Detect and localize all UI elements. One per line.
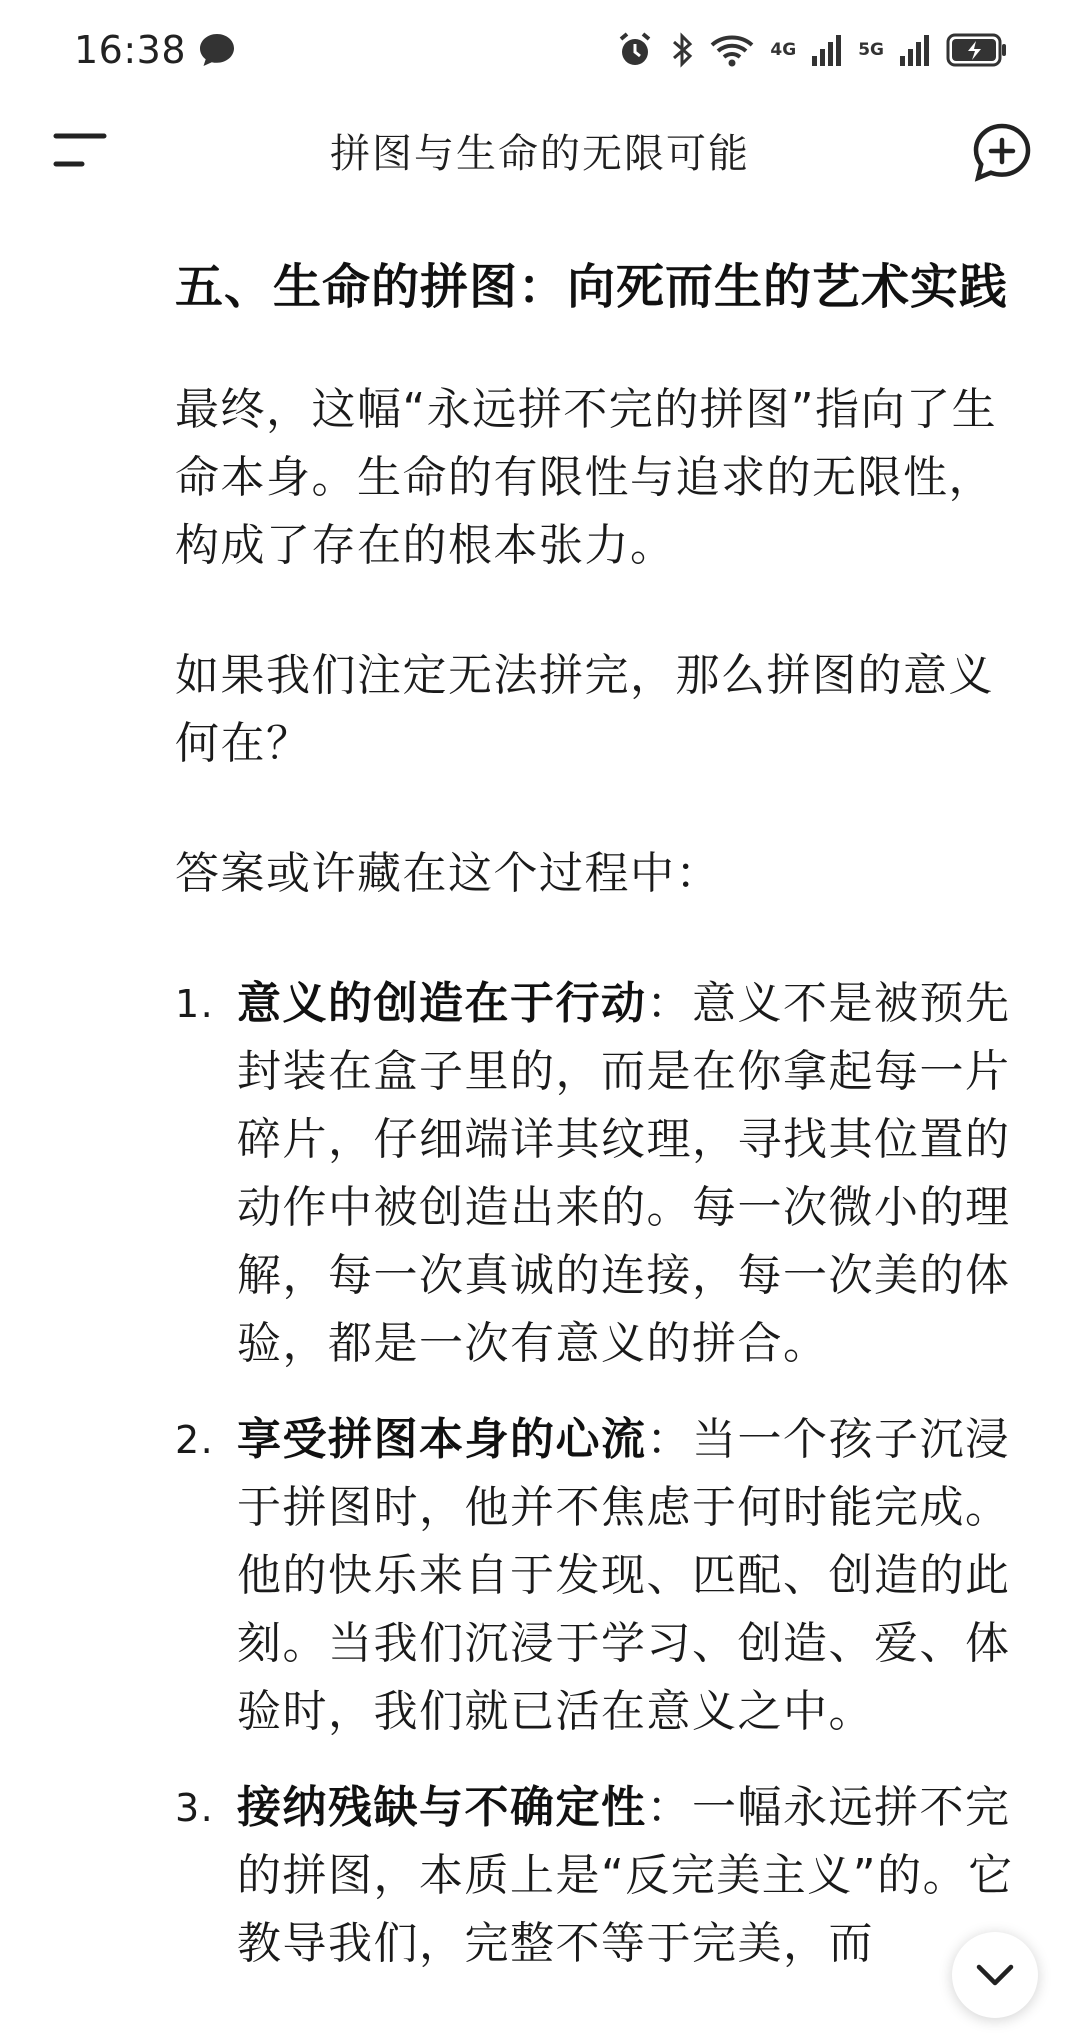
alarm-icon: [616, 31, 654, 69]
battery-charging-icon: [946, 33, 1008, 67]
paragraph: 最终，这幅“永远拼不完的拼图”指向了生命本身。生命的有限性与追求的无限性，构成了存在的根本张力。: [175, 384, 998, 571]
list-number: 3.: [175, 1786, 215, 1830]
list-item: [175, 1774, 1035, 1978]
list-item-title: 接纳残缺与不确定性: [237, 1782, 647, 1833]
bluetooth-icon: [670, 32, 694, 68]
list-number: 1.: [175, 982, 215, 1026]
signal-icon: [900, 34, 930, 66]
status-bar: [0, 0, 1080, 100]
chevron-down-icon: [975, 1963, 1015, 1987]
network-type-2: 5G: [858, 39, 884, 60]
new-chat-button[interactable]: [972, 122, 1032, 182]
paragraph: 如果我们注定无法拼完，那么拼图的意义何在？: [175, 650, 994, 769]
network-type-1: 4G: [770, 39, 797, 60]
list-item: [175, 970, 1035, 1378]
signal-icon: [812, 34, 842, 66]
status-right: [616, 31, 1008, 69]
new-chat-icon: [972, 122, 1032, 182]
list-number: 2.: [175, 1418, 215, 1462]
clock: 16:38: [74, 28, 187, 72]
page-title: 拼图与生命的无限可能: [330, 130, 750, 177]
list-item-title: 享受拼图本身的心流: [237, 1414, 647, 1465]
menu-button[interactable]: [52, 130, 108, 170]
top-app-bar: [0, 100, 1080, 200]
list-item: [175, 1406, 1035, 1746]
paragraph: 答案或许藏在这个过程中：: [175, 848, 721, 899]
list-item-text: ：当一个孩子沉浸于拼图时，他并不焦虑于何时能完成。他的快乐来自于发现、匹配、创造的此刻。当我们沉浸于学习、创造、爱、体验时，我们就已活在意义之中。: [237, 1414, 1011, 1737]
scroll-to-bottom-button[interactable]: [952, 1932, 1038, 2018]
list-item-text: ：意义不是被预先封装在盒子里的，而是在你拿起每一片碎片，仔细端详其纹理，寻找其位置的动作中被创造出来的。每一次微小的理解，每一次真诚的连接，每一次美的体验，都是一次有意义的拼合。: [237, 978, 1011, 1369]
list-item-title: 意义的创造在于行动: [237, 978, 647, 1029]
numbered-list: [175, 970, 1035, 1978]
menu-icon: [52, 130, 108, 170]
article-content: [175, 250, 1035, 1978]
chat-bubble-icon: [198, 32, 236, 68]
list-item-text: ：一幅永远拼不完的拼图，本质上是“反完美主义”的。它教导我们，完整不等于完美，而: [237, 1782, 1014, 1969]
section-heading: 五、生命的拼图：向死而生的艺术实践: [175, 259, 1009, 315]
wifi-icon: [710, 33, 754, 67]
status-left: [74, 28, 236, 72]
